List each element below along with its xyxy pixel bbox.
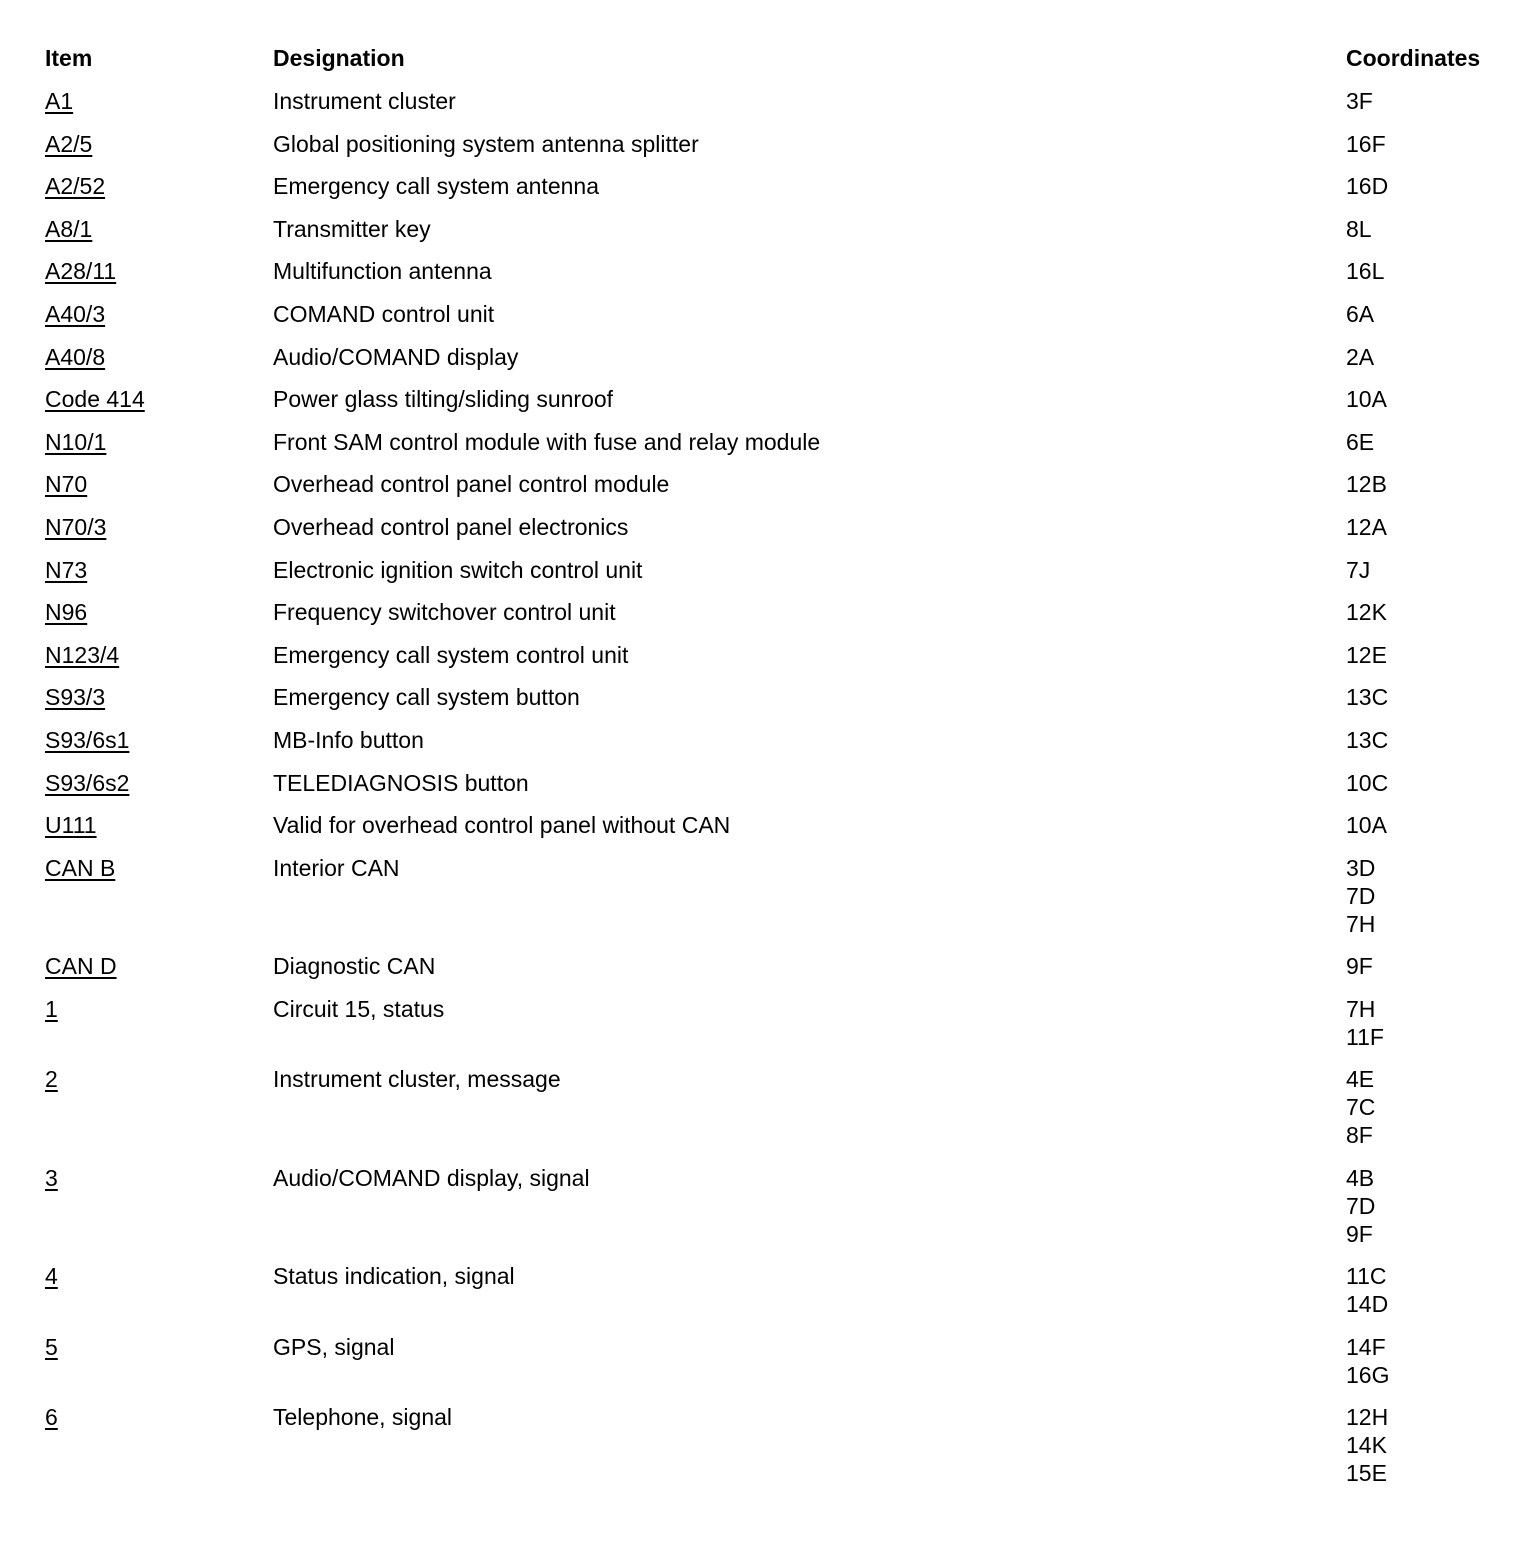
table-row	[45, 995, 1515, 1066]
item-link[interactable]: N70	[45, 471, 88, 498]
designation-text: Electronic ignition switch control unit	[273, 556, 643, 583]
table-row	[45, 556, 1515, 599]
coordinate-value: 10A	[1346, 386, 1387, 413]
designation-text: MB-Info button	[273, 726, 424, 753]
designation-text: Telephone, signal	[273, 1404, 453, 1431]
designation-text: Emergency call system button	[273, 684, 580, 711]
coordinates-cell	[1346, 1403, 1388, 1487]
coordinates-cell	[1346, 257, 1384, 285]
coordinate-value: 8L	[1346, 215, 1372, 242]
item-link[interactable]: 4	[45, 1263, 58, 1290]
legend-table	[45, 44, 1515, 1502]
item-link[interactable]: 6	[45, 1404, 58, 1431]
coordinate-value: 4B	[1346, 1164, 1375, 1191]
item-link[interactable]: 1	[45, 995, 58, 1022]
coordinates-cell	[1346, 130, 1386, 158]
coordinate-value: 16F	[1346, 130, 1386, 157]
item-link[interactable]: 3	[45, 1164, 58, 1191]
designation-text: Diagnostic CAN	[273, 953, 436, 980]
table-row	[45, 300, 1515, 343]
item-link[interactable]: N123/4	[45, 641, 120, 668]
item-link[interactable]: CAN B	[45, 854, 116, 881]
designation-text: Frequency switchover control unit	[273, 599, 616, 626]
table-row	[45, 641, 1515, 684]
designation-text: GPS, signal	[273, 1333, 395, 1360]
coordinate-value: 6A	[1346, 300, 1375, 327]
coordinates-cell	[1346, 598, 1387, 626]
coordinates-cell	[1346, 1065, 1375, 1149]
table-row	[45, 343, 1515, 386]
designation-text: Overhead control panel control module	[273, 471, 670, 498]
coordinate-value: 13C	[1346, 684, 1389, 711]
coordinate-value: 7H	[1346, 910, 1376, 937]
table-header	[45, 44, 1515, 87]
coordinate-value: 14D	[1346, 1291, 1389, 1318]
coordinates-cell	[1346, 513, 1387, 541]
item-link[interactable]: S93/3	[45, 684, 106, 711]
table-row	[45, 854, 1515, 953]
item-link[interactable]: Code 414	[45, 386, 145, 413]
designation-text: Audio/COMAND display, signal	[273, 1164, 590, 1191]
coordinates-cell	[1346, 1333, 1389, 1389]
coordinate-value: 16D	[1346, 173, 1389, 200]
table-row	[45, 172, 1515, 215]
item-link[interactable]: S93/6s2	[45, 769, 130, 796]
item-link[interactable]: S93/6s1	[45, 726, 130, 753]
item-link[interactable]: A40/8	[45, 343, 106, 370]
coordinates-cell	[1346, 641, 1387, 669]
coordinates-cell	[1346, 1262, 1388, 1318]
table-row	[45, 952, 1515, 995]
designation-text: Circuit 15, status	[273, 995, 445, 1022]
coordinate-value: 6E	[1346, 428, 1375, 455]
designation-text: Interior CAN	[273, 854, 400, 881]
item-link[interactable]: CAN D	[45, 953, 117, 980]
coordinate-value: 12K	[1346, 599, 1387, 626]
item-link[interactable]: A8/1	[45, 215, 93, 242]
coordinate-value: 14F	[1346, 1333, 1386, 1360]
coordinates-cell	[1346, 300, 1374, 328]
coordinate-value: 9F	[1346, 953, 1373, 980]
designation-text: TELEDIAGNOSIS button	[273, 769, 529, 796]
coordinate-value: 7J	[1346, 556, 1371, 583]
coordinate-value: 11C	[1346, 1263, 1387, 1290]
header-designation: Designation	[273, 45, 405, 71]
item-link[interactable]: A1	[45, 88, 74, 114]
table-row	[45, 598, 1515, 641]
item-link[interactable]: A2/52	[45, 173, 106, 200]
coordinate-value: 12H	[1346, 1404, 1389, 1431]
coordinate-value: 16G	[1346, 1361, 1390, 1388]
coordinates-cell	[1346, 769, 1388, 797]
coordinate-value: 7H	[1346, 995, 1376, 1022]
item-link[interactable]: U111	[45, 812, 97, 839]
coordinate-value: 12E	[1346, 641, 1387, 668]
coordinate-value: 10A	[1346, 812, 1387, 839]
coordinates-cell	[1346, 470, 1387, 498]
designation-text: Overhead control panel electronics	[273, 513, 629, 540]
table-row	[45, 1333, 1515, 1404]
designation-text: Power glass tilting/sliding sunroof	[273, 386, 614, 413]
coordinate-value: 7C	[1346, 1094, 1376, 1121]
table-row	[45, 811, 1515, 854]
coordinate-value: 15E	[1346, 1460, 1387, 1487]
coordinates-cell	[1346, 172, 1388, 200]
table-row	[45, 428, 1515, 471]
designation-text: Emergency call system control unit	[273, 641, 629, 668]
table-row	[45, 87, 1515, 130]
coordinate-value: 4E	[1346, 1066, 1375, 1093]
coordinate-value: 12A	[1346, 513, 1387, 540]
table-row	[45, 769, 1515, 812]
designation-text: Instrument cluster, message	[273, 1066, 561, 1093]
coordinate-value: 2A	[1346, 343, 1375, 370]
coordinates-cell	[1346, 556, 1370, 584]
item-link[interactable]: N73	[45, 556, 88, 583]
table-row	[45, 1065, 1515, 1164]
coordinates-cell	[1346, 952, 1373, 980]
coordinate-value: 8F	[1346, 1122, 1373, 1149]
designation-text: Transmitter key	[273, 215, 431, 242]
table-row	[45, 1403, 1515, 1502]
coordinates-cell	[1346, 385, 1387, 413]
coordinates-cell	[1346, 854, 1375, 938]
coordinate-value: 3F	[1346, 88, 1373, 114]
table-row	[45, 1262, 1515, 1333]
table-body	[45, 87, 1515, 1502]
designation-text: COMAND control unit	[273, 300, 495, 327]
coordinate-value: 3D	[1346, 854, 1376, 881]
table-row	[45, 513, 1515, 556]
coordinates-cell	[1346, 87, 1373, 115]
item-link[interactable]: A28/11	[45, 258, 117, 285]
table-row	[45, 726, 1515, 769]
designation-text: Emergency call system antenna	[273, 173, 599, 200]
table-row	[45, 470, 1515, 513]
item-link[interactable]: N70/3	[45, 513, 107, 540]
coordinates-cell	[1346, 995, 1384, 1051]
coordinates-cell	[1346, 343, 1374, 371]
table-row	[45, 385, 1515, 428]
coordinates-cell	[1346, 1164, 1375, 1248]
coordinates-cell	[1346, 726, 1388, 754]
item-link[interactable]: N10/1	[45, 428, 107, 455]
coordinate-value: 13C	[1346, 726, 1389, 753]
item-link[interactable]: 5	[45, 1333, 58, 1360]
designation-text: Global positioning system antenna splitter	[273, 130, 699, 157]
designation-text: Audio/COMAND display	[273, 343, 519, 370]
designation-text: Valid for overhead control panel without CAN	[273, 812, 731, 839]
item-link[interactable]: A40/3	[45, 300, 106, 327]
table-row	[45, 1164, 1515, 1263]
designation-text: Front SAM control module with fuse and relay module	[273, 428, 821, 455]
coordinate-value: 11F	[1346, 1023, 1384, 1050]
header-item: Item	[45, 45, 93, 71]
coordinates-cell	[1346, 215, 1372, 243]
item-link[interactable]: 2	[45, 1066, 58, 1093]
item-link[interactable]: N96	[45, 599, 88, 626]
designation-text: Instrument cluster	[273, 88, 456, 114]
table-row	[45, 130, 1515, 173]
table-row	[45, 683, 1515, 726]
coordinates-cell	[1346, 428, 1374, 456]
coordinate-value: 9F	[1346, 1220, 1373, 1247]
coordinate-value: 10C	[1346, 769, 1389, 796]
coordinate-value: 7D	[1346, 1192, 1376, 1219]
item-link[interactable]: A2/5	[45, 130, 93, 157]
coordinate-value: 7D	[1346, 882, 1376, 909]
designation-text: Status indication, signal	[273, 1263, 515, 1290]
header-coordinates: Coordinates	[1346, 45, 1481, 71]
coordinate-value: 14K	[1346, 1432, 1387, 1459]
table-row	[45, 257, 1515, 300]
coordinates-cell	[1346, 811, 1387, 839]
designation-text: Multifunction antenna	[273, 258, 492, 285]
coordinate-value: 12B	[1346, 471, 1387, 498]
table-row	[45, 215, 1515, 258]
coordinate-value: 16L	[1346, 258, 1385, 285]
coordinates-cell	[1346, 683, 1388, 711]
